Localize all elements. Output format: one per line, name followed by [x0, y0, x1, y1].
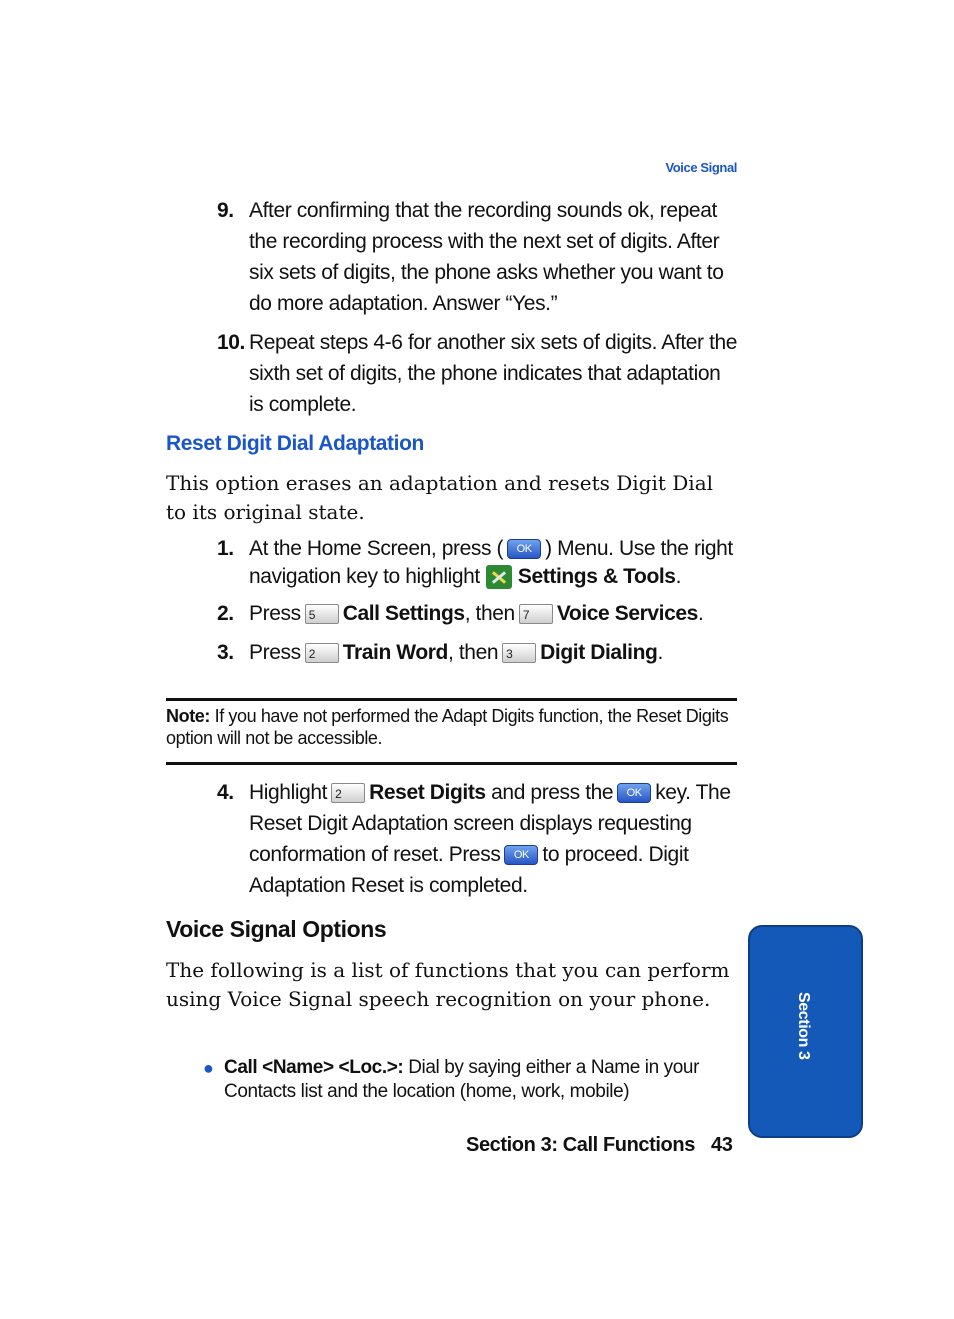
- reset-step-3: [217, 637, 742, 668]
- step-text: Press 5 Call Settings, then 7 Voice Services.: [249, 602, 704, 625]
- bullet-icon: ●: [203, 1058, 214, 1078]
- options-intro-paragraph: The following is a list of functions that you can perform using Voice Signal speech recognition on your phone.: [166, 958, 730, 1011]
- step-number: 4.: [217, 781, 234, 804]
- bullet-list: [203, 1056, 723, 1104]
- section-heading-reset: Reset Digit Dial Adaptation: [166, 432, 424, 455]
- section-heading-options: Voice Signal Options: [166, 916, 387, 942]
- note-text: If you have not performed the Adapt Digits function, the Reset Digits option will not be accessible.: [166, 706, 729, 748]
- step-text: After confirming that the recording sounds ok, repeat the recording process with the next set of digits. After six sets of digits, the phone asks whether you want to do more adaptation. Answer “Yes.”: [249, 199, 724, 315]
- settings-tools-icon: [486, 565, 512, 589]
- footer-section-title: Section 3: Call Functions: [466, 1134, 695, 1156]
- note-top-rule: [166, 698, 737, 701]
- ok-key-icon: OK: [617, 783, 651, 803]
- step-number: 3.: [217, 641, 234, 664]
- key-2-icon: 2: [305, 643, 339, 663]
- step-text: Press 2 Train Word, then 3 Digit Dialing.: [249, 641, 663, 664]
- step-number: 1.: [217, 537, 234, 560]
- running-header: Voice Signal: [665, 160, 737, 175]
- note-box: [166, 705, 737, 749]
- step-10: [217, 327, 742, 420]
- step-number: 10.: [217, 331, 245, 354]
- reset-step-4: [217, 777, 742, 901]
- ok-key-icon: OK: [507, 539, 541, 559]
- step-number: 9.: [217, 199, 234, 222]
- ok-key-icon: OK: [504, 845, 538, 865]
- reset-intro-paragraph: This option erases an adaptation and resets Digit Dial to its original state.: [166, 471, 714, 524]
- step-text: Highlight 2 Reset Digits and press the OK key. The Reset Digit Adaptation screen displays requesting conformation of reset. Press OK to proceed. Digit Adaptation Reset is completed.: [249, 781, 731, 897]
- key-7-icon: 7: [519, 604, 553, 624]
- step-9: [217, 195, 742, 319]
- reset-step-1: [217, 535, 742, 597]
- step-text: At the Home Screen, press ( OK ) Menu. Use the right navigation key to highlight Settings & Tools.: [249, 537, 733, 588]
- side-tab-label: Section 3: [795, 992, 812, 1060]
- note-bottom-rule: [166, 762, 737, 765]
- step-text: Repeat steps 4-6 for another six sets of digits. After the sixth set of digits, the phone indicates that adaptation is complete.: [249, 331, 738, 416]
- section-side-tab: [748, 925, 863, 1138]
- key-2-icon: 2: [331, 783, 365, 803]
- reset-step-2: [217, 598, 742, 629]
- page-number: 43: [711, 1134, 733, 1156]
- list-item: ● Call <Name> <Loc.>: Dial by saying either a Name in your Contacts list and the location (home, work, mobile): [203, 1057, 700, 1102]
- key-3-icon: 3: [502, 643, 536, 663]
- step-number: 2.: [217, 602, 234, 625]
- key-5-icon: 5: [305, 604, 339, 624]
- note-label: Note:: [166, 706, 210, 726]
